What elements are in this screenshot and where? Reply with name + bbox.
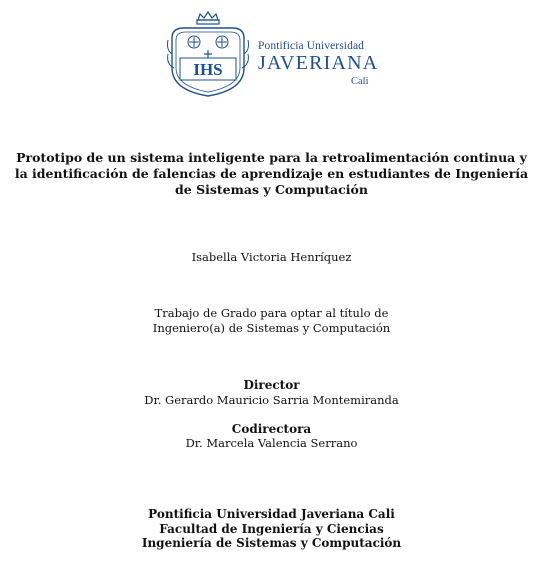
director-label: Director bbox=[243, 378, 300, 392]
degree-line: Ingeniero(a) de Sistemas y Computación bbox=[152, 321, 391, 335]
degree-line: Trabajo de Grado para optar al título de bbox=[154, 306, 389, 320]
degree-statement bbox=[0, 306, 543, 336]
institution-line: Ingeniería de Sistemas y Computación bbox=[141, 536, 402, 550]
institution-line: Pontificia Universidad Javeriana Cali bbox=[148, 507, 395, 521]
institution-line: Facultad de Ingeniería y Ciencias bbox=[159, 521, 384, 536]
faint-watermark-strip: · · · · · · · · · · · · · · · · · · · · · · · · · · · · · bbox=[228, 114, 315, 119]
logo-line-2: JAVERIANA bbox=[258, 52, 379, 74]
thesis-title bbox=[0, 150, 543, 198]
crest-icon bbox=[164, 10, 252, 98]
codirector-name: Dr. Marcela Valencia Serrano bbox=[185, 436, 358, 450]
monogram-text: IHS bbox=[193, 60, 223, 79]
title-line: la identificación de falencias de aprendizaje en estudiantes de Ingeniería bbox=[14, 166, 529, 181]
title-line: de Sistemas y Computación bbox=[175, 182, 368, 197]
university-logo bbox=[164, 10, 384, 100]
director-name: Dr. Gerardo Mauricio Sarria Montemiranda bbox=[144, 393, 399, 407]
institution-block bbox=[0, 507, 543, 551]
codirector-label: Codirectora bbox=[231, 422, 312, 436]
university-name bbox=[258, 40, 378, 74]
logo-line-3: Cali bbox=[351, 76, 369, 87]
title-line: Prototipo de un sistema inteligente para la retroalimentación continua y bbox=[16, 150, 527, 165]
author-name: Isabella Victoria Henríquez bbox=[191, 250, 352, 264]
logo-line-1: Pontificia Universidad bbox=[258, 40, 364, 52]
